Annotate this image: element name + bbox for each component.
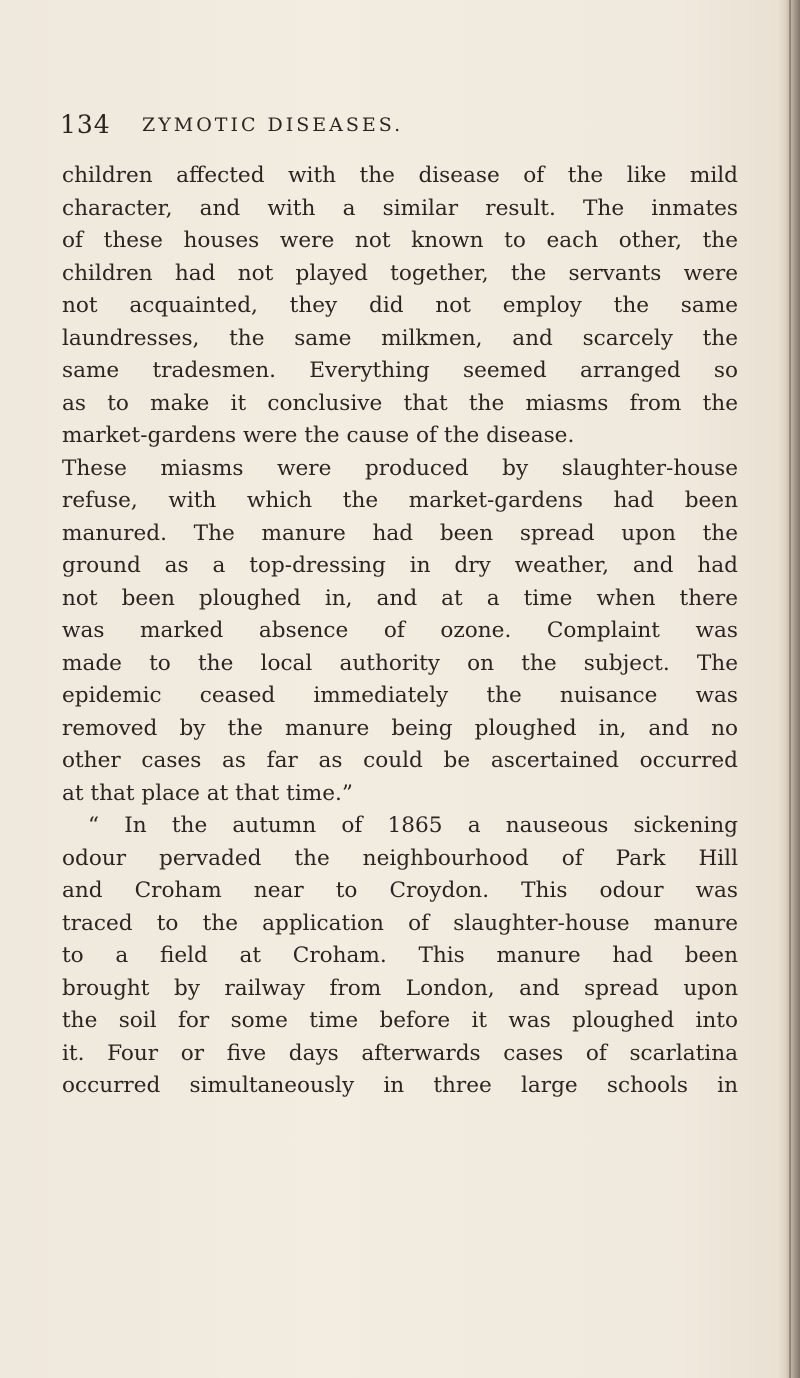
text-line: at that place at that time.” — [62, 780, 353, 806]
text-line: not acquainted, they did not employ the same — [62, 293, 738, 318]
text-line: laundresses, the same milkmen, and scarcely the — [62, 325, 738, 351]
text-line: children affected with the disease of the like mild — [62, 163, 738, 188]
page-edge-line — [789, 0, 791, 1378]
body-text — [62, 160, 738, 1103]
text-line: the soil for some time before it was ploughed into — [62, 1008, 738, 1033]
text-line: traced to the application of slaughter-house manure — [62, 910, 738, 936]
text-line: ground as a top-dressing in dry weather, and had — [62, 553, 738, 578]
text-line: market-gardens were the cause of the disease. — [62, 423, 575, 448]
text-line: brought by railway from London, and spread upon — [62, 975, 738, 1001]
text-line: and Croham near to Croydon. This odour was — [62, 878, 738, 903]
text-line: character, and with a similar result. The inmates — [62, 195, 738, 221]
page-header — [60, 110, 750, 160]
text-line: made to the local authority on the subject. The — [62, 650, 738, 676]
text-line: epidemic ceased immediately the nuisance was — [62, 683, 738, 708]
text-line: occurred simultaneously in three large schools in — [62, 1073, 738, 1098]
text-line: odour pervaded the neighbourhood of Park Hill — [62, 845, 738, 871]
text-line: to a field at Croham. This manure had been — [62, 943, 738, 968]
text-line: manured. The manure had been spread upon the — [62, 520, 738, 546]
text-line: same tradesmen. Everything seemed arranged so — [62, 358, 738, 383]
text-line: was marked absence of ozone. Complaint was — [62, 618, 738, 643]
text-line: refuse, with which the market-gardens had been — [62, 488, 738, 513]
text-line: other cases as far as could be ascertained occurred — [62, 748, 738, 773]
text-line: as to make it conclusive that the miasms from the — [62, 390, 738, 416]
text-line: “ In the autumn of 1865 a nauseous sickening — [88, 813, 738, 838]
text-line: These miasms were produced by slaughter-house — [62, 455, 738, 481]
text-line: removed by the manure being ploughed in, and no — [62, 715, 738, 741]
text-line: not been ploughed in, and at a time when there — [62, 585, 738, 611]
text-line: of these houses were not known to each other, the — [62, 228, 738, 253]
running-head: ZYMOTIC DISEASES. — [142, 114, 404, 136]
text-line: it. Four or five days afterwards cases of scarlatina — [62, 1040, 738, 1066]
text-line: children had not played together, the servants were — [62, 260, 738, 286]
page-number: 134 — [60, 110, 111, 139]
